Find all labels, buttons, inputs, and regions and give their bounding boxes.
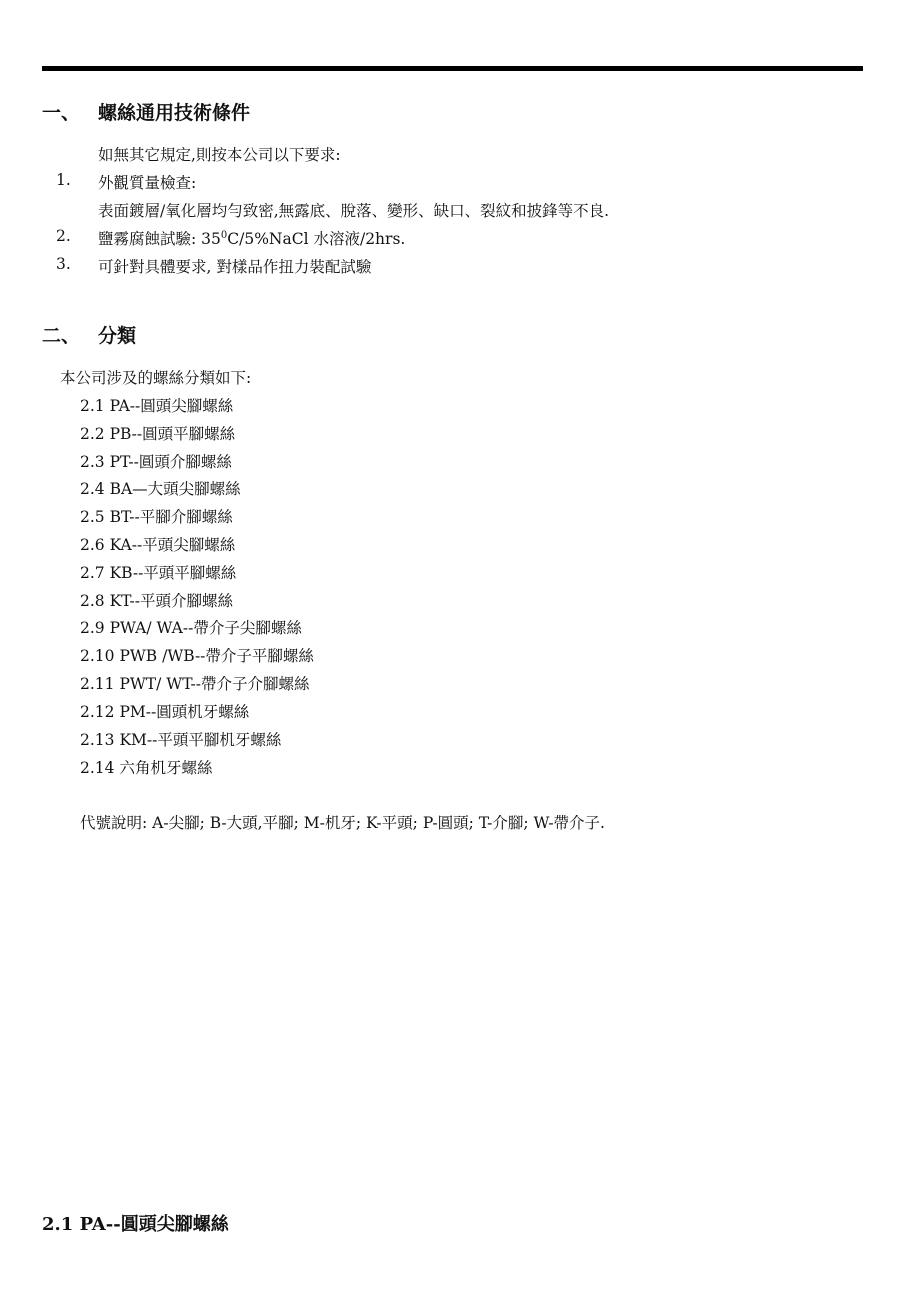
section2-intro: 本公司涉及的螺絲分類如下: <box>60 369 252 387</box>
bottom-heading: 2.1 PA--圓頭尖腳螺絲 <box>42 1214 229 1235</box>
item2-text-post: C/5%NaCl 水溶液/2hrs. <box>227 230 406 248</box>
item1-subtext: 表面鍍層/氧化層均勻致密,無露底、脫落、變形、缺口、裂紋和披鋒等不良. <box>98 202 610 220</box>
list-item: 2.8 KT--平頭介腳螺絲 <box>80 592 233 610</box>
list-item: 2.13 KM--平頭平腳机牙螺絲 <box>80 731 282 749</box>
item2-text <box>98 227 405 249</box>
list-item: 2.5 BT--平腳介腳螺絲 <box>80 508 233 526</box>
section2-heading <box>42 321 136 348</box>
section1-title: 螺絲通用技術條件 <box>98 102 251 124</box>
list-item: 2.14 六角机牙螺絲 <box>80 759 213 777</box>
item3-text: 可針對具體要求, 對樣品作扭力裝配試驗 <box>98 258 372 276</box>
section2-title: 分類 <box>98 325 137 347</box>
list-item: 2.1 PA--圓頭尖腳螺絲 <box>80 397 234 415</box>
list-item: 2.9 PWA/ WA--帶介子尖腳螺絲 <box>80 619 302 637</box>
section1-intro: 如無其它規定,則按本公司以下要求: <box>98 146 341 164</box>
list-item: 2.6 KA--平頭尖腳螺絲 <box>80 536 236 554</box>
item1-number: 1. <box>56 171 71 189</box>
item2-superscript: 0 <box>220 229 228 241</box>
item2-text-pre: 鹽霧腐蝕試驗: 35 <box>98 230 221 248</box>
top-rule <box>42 66 863 71</box>
list-item: 2.2 PB--圓頭平腳螺絲 <box>80 425 236 443</box>
list-item: 2.11 PWT/ WT--帶介子介腳螺絲 <box>80 675 310 693</box>
list-item: 2.10 PWB /WB--帶介子平腳螺絲 <box>80 647 314 665</box>
list-item: 2.3 PT--圓頭介腳螺絲 <box>80 453 232 471</box>
item2-number: 2. <box>56 227 71 245</box>
section1-number: 一、 <box>42 102 81 124</box>
section2-number: 二、 <box>42 325 81 347</box>
list-item: 2.12 PM--圓頭机牙螺絲 <box>80 703 250 721</box>
item1-text: 外觀質量檢查: <box>98 174 197 192</box>
list-item: 2.7 KB--平頭平腳螺絲 <box>80 564 237 582</box>
item3-number: 3. <box>56 255 71 273</box>
code-note: 代號說明: A-尖腳; B-大頭,平腳; M-机牙; K-平頭; P-圓頭; T-介腳; W-帶介子. <box>80 814 605 832</box>
section1-heading <box>42 98 250 125</box>
list-item: 2.4 BA—大頭尖腳螺絲 <box>80 480 241 498</box>
